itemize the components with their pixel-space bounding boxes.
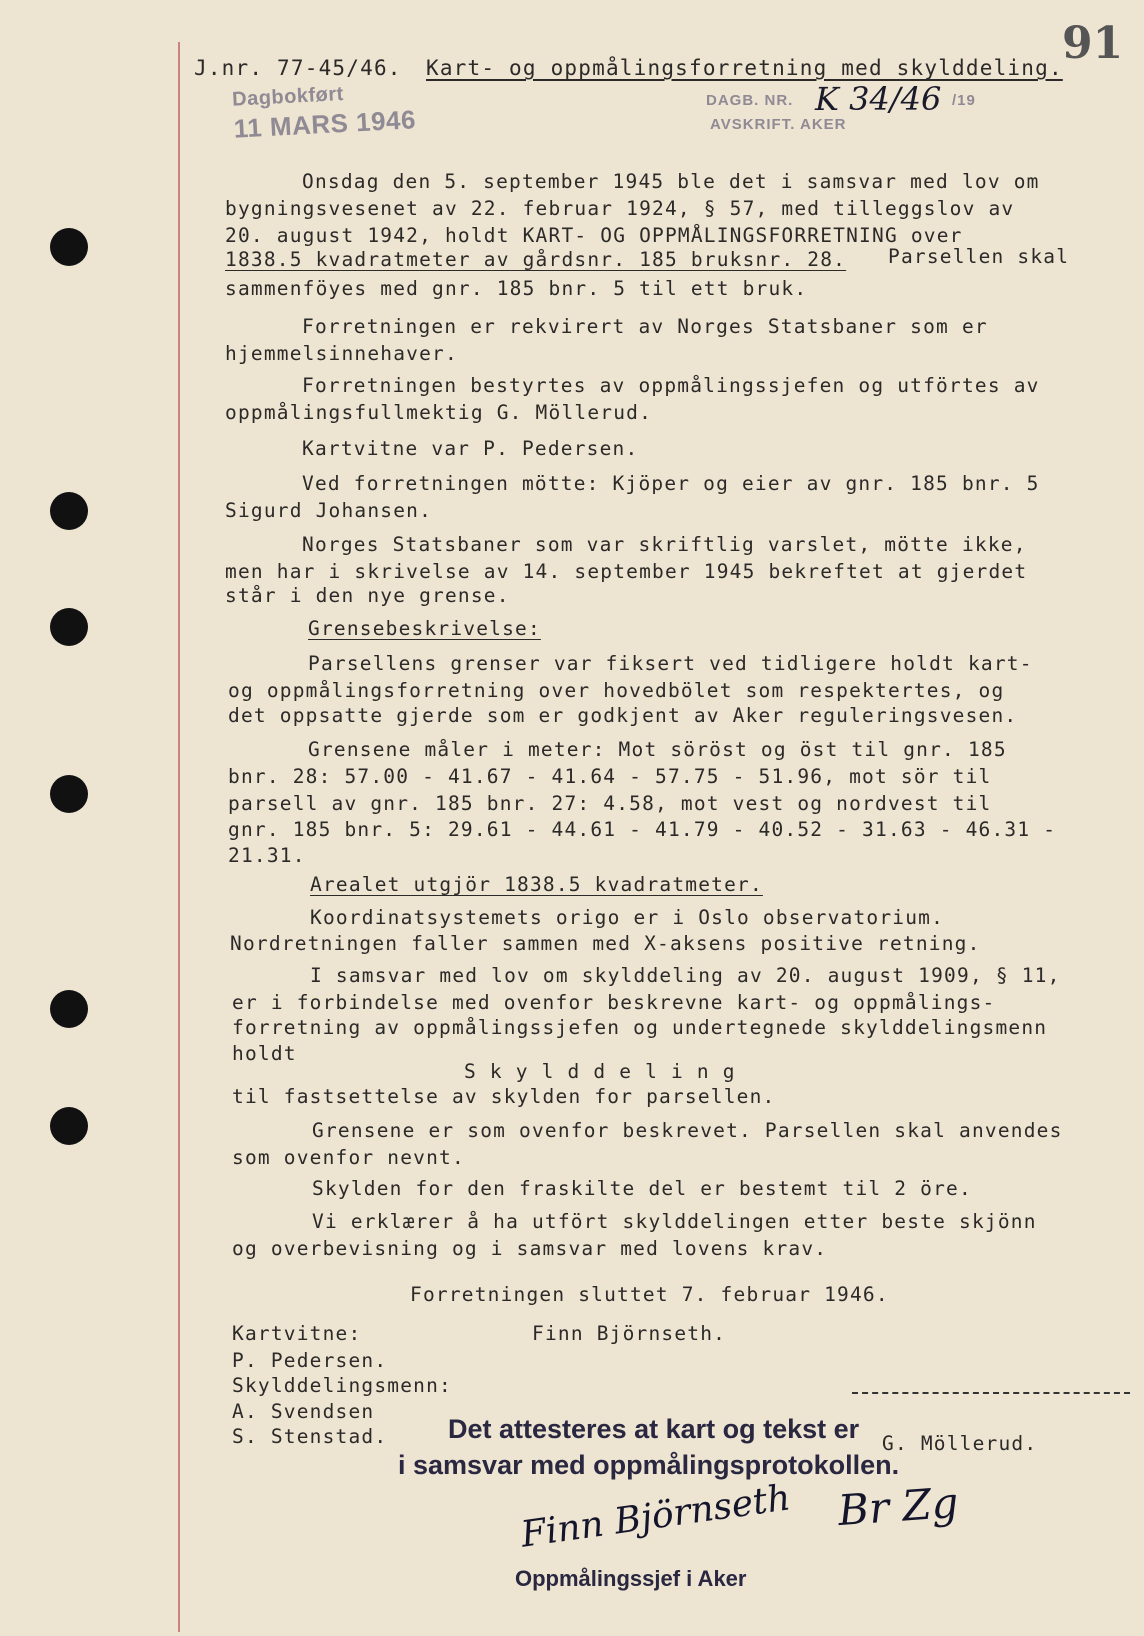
surveyor-name: G. Möllerud. [882,1432,1038,1455]
body-line: Grensene er som ovenfor beskrevet. Parsellen skal anvendes [312,1119,1063,1142]
body-line: det oppsatte gjerde som er godkjent av Aker reguleringsvesen. [228,704,1018,727]
body-line: men har i skrivelse av 14. september 1945 bekreftet at gjerdet [225,560,1028,583]
body-line: sammenföyes med gnr. 185 bnr. 5 til ett bruk. [225,277,808,300]
kartvitne-label: Kartvitne: [232,1322,362,1345]
body-line: Grensene måler i meter: Mot söröst og öst til gnr. 185 [308,738,1007,761]
body-line: Kartvitne var P. Pedersen. [302,437,639,460]
dagb-suffix: /19 [952,92,976,109]
body-line: er i forbindelse med ovenfor beskrevne kart- og oppmålings- [232,991,996,1014]
attestation-title: Oppmålingssjef i Aker [515,1566,747,1591]
body-line: parsell av gnr. 185 bnr. 27: 4.58, mot vest og nordvest til [228,792,992,815]
punch-hole [50,1107,88,1145]
dagbokfort-stamp [232,79,417,144]
body-line: 20. august 1942, holdt KART- OG OPPMÅLINGSFORRETNING over [225,224,963,247]
skylddelingsmenn-label: Skylddelingsmenn: [232,1374,452,1397]
attestation-line: i samsvar med oppmålingsprotokollen. [398,1450,900,1480]
body-line: Koordinatsystemets origo er i Oslo observatorium. [310,906,945,929]
dagb-number: K 34/46 [815,80,942,118]
punch-hole [50,228,88,266]
body-line: forretning av oppmålingssjefen og undertegnede skylddelingsmenn [232,1016,1048,1039]
handwritten-signature: Finn Björnseth [518,1477,793,1556]
body-line: Ved forretningen mötte: Kjöper og eier av gnr. 185 bnr. 5 [302,472,1040,495]
body-line: oppmålingsfullmektig G. Möllerud. [225,401,653,424]
skylddelingsmann-name: A. Svendsen [232,1400,375,1423]
punch-hole [50,990,88,1028]
avskrift-stamp: AVSKRIFT. AKER [710,116,847,133]
body-line: Norges Statsbaner som var skriftlig varslet, mötte ikke, [302,533,1027,556]
attestation-line: Det attesteres at kart og tekst er [448,1414,860,1444]
body-line: holdt [232,1042,297,1065]
skylddelingsmann-name: S. Stenstad. [232,1425,388,1448]
body-line: Forretningen er rekvirert av Norges Statsbaner som er [302,315,988,338]
body-line: Sigurd Johansen. [225,499,433,522]
body-line: Skylden for den fraskilte del er bestemt til 2 öre. [312,1177,972,1200]
body-line: Forretningen bestyrtes av oppmålingssjefen og utförtes av [302,374,1040,397]
body-line: hjemmelsinnehaver. [225,342,458,365]
body-line: som ovenfor nevnt. [232,1146,465,1169]
body-line: 21.31. [228,844,306,867]
punch-hole [50,775,88,813]
signature-line [852,1392,1130,1394]
body-line: I samsvar med lov om skylddeling av 20. august 1909, § 11, [310,964,1061,987]
page-number: 91 [1062,18,1124,69]
body-line: S k y l d d e l i n g [464,1060,736,1083]
body-line: Nordretningen faller sammen med X-aksens positive retning. [230,932,981,955]
body-line: gnr. 185 bnr. 5: 29.61 - 44.61 - 41.79 - 40.52 - 31.63 - 46.31 - [228,818,1057,841]
dagb-label: DAGB. NR. [706,92,794,109]
body-line: Onsdag den 5. september 1945 ble det i samsvar med lov om [302,170,1040,193]
dagbokfort-label: Dagbokført [231,82,345,111]
document-title: Kart- og oppmålingsforretning med skylddeling. [426,56,1063,80]
kartvitne-name: P. Pedersen. [232,1349,388,1372]
chief-name: Finn Björnseth. [532,1322,727,1345]
body-line: og overbevisning og i samsvar med lovens krav. [232,1237,828,1260]
punch-hole [50,492,88,530]
handwritten-initials: Br Zg [836,1477,960,1536]
body-line: Parsellen skal [888,245,1070,268]
margin-line [178,42,180,1632]
body-line: Arealet utgjör 1838.5 kvadratmeter. [310,873,763,896]
section-heading: Grensebeskrivelse: [308,617,541,640]
body-line: til fastsettelse av skylden for parsellen. [232,1085,776,1108]
body-line: Parsellens grenser var fiksert ved tidligere holdt kart- [308,652,1033,675]
body-line: 1838.5 kvadratmeter av gårdsnr. 185 bruksnr. 28. [225,248,847,271]
dagbokfort-date: 11 MARS 1946 [232,104,417,144]
body-line: bygningsvesenet av 22. februar 1924, § 57, med tilleggslov av [225,197,1015,220]
body-line: bnr. 28: 57.00 - 41.67 - 41.64 - 57.75 - 51.96, mot sör til [228,765,992,788]
punch-hole [50,608,88,646]
body-line: Forretningen sluttet 7. februar 1946. [410,1283,889,1306]
body-line: Vi erklærer å ha utfört skylddelingen etter beste skjönn [312,1210,1037,1233]
body-line: og oppmålingsforretning over hovedbölet som respektertes, og [228,679,1005,702]
journal-number: J.nr. 77-45/46. [194,56,402,80]
body-line: står i den nye grense. [225,584,510,607]
